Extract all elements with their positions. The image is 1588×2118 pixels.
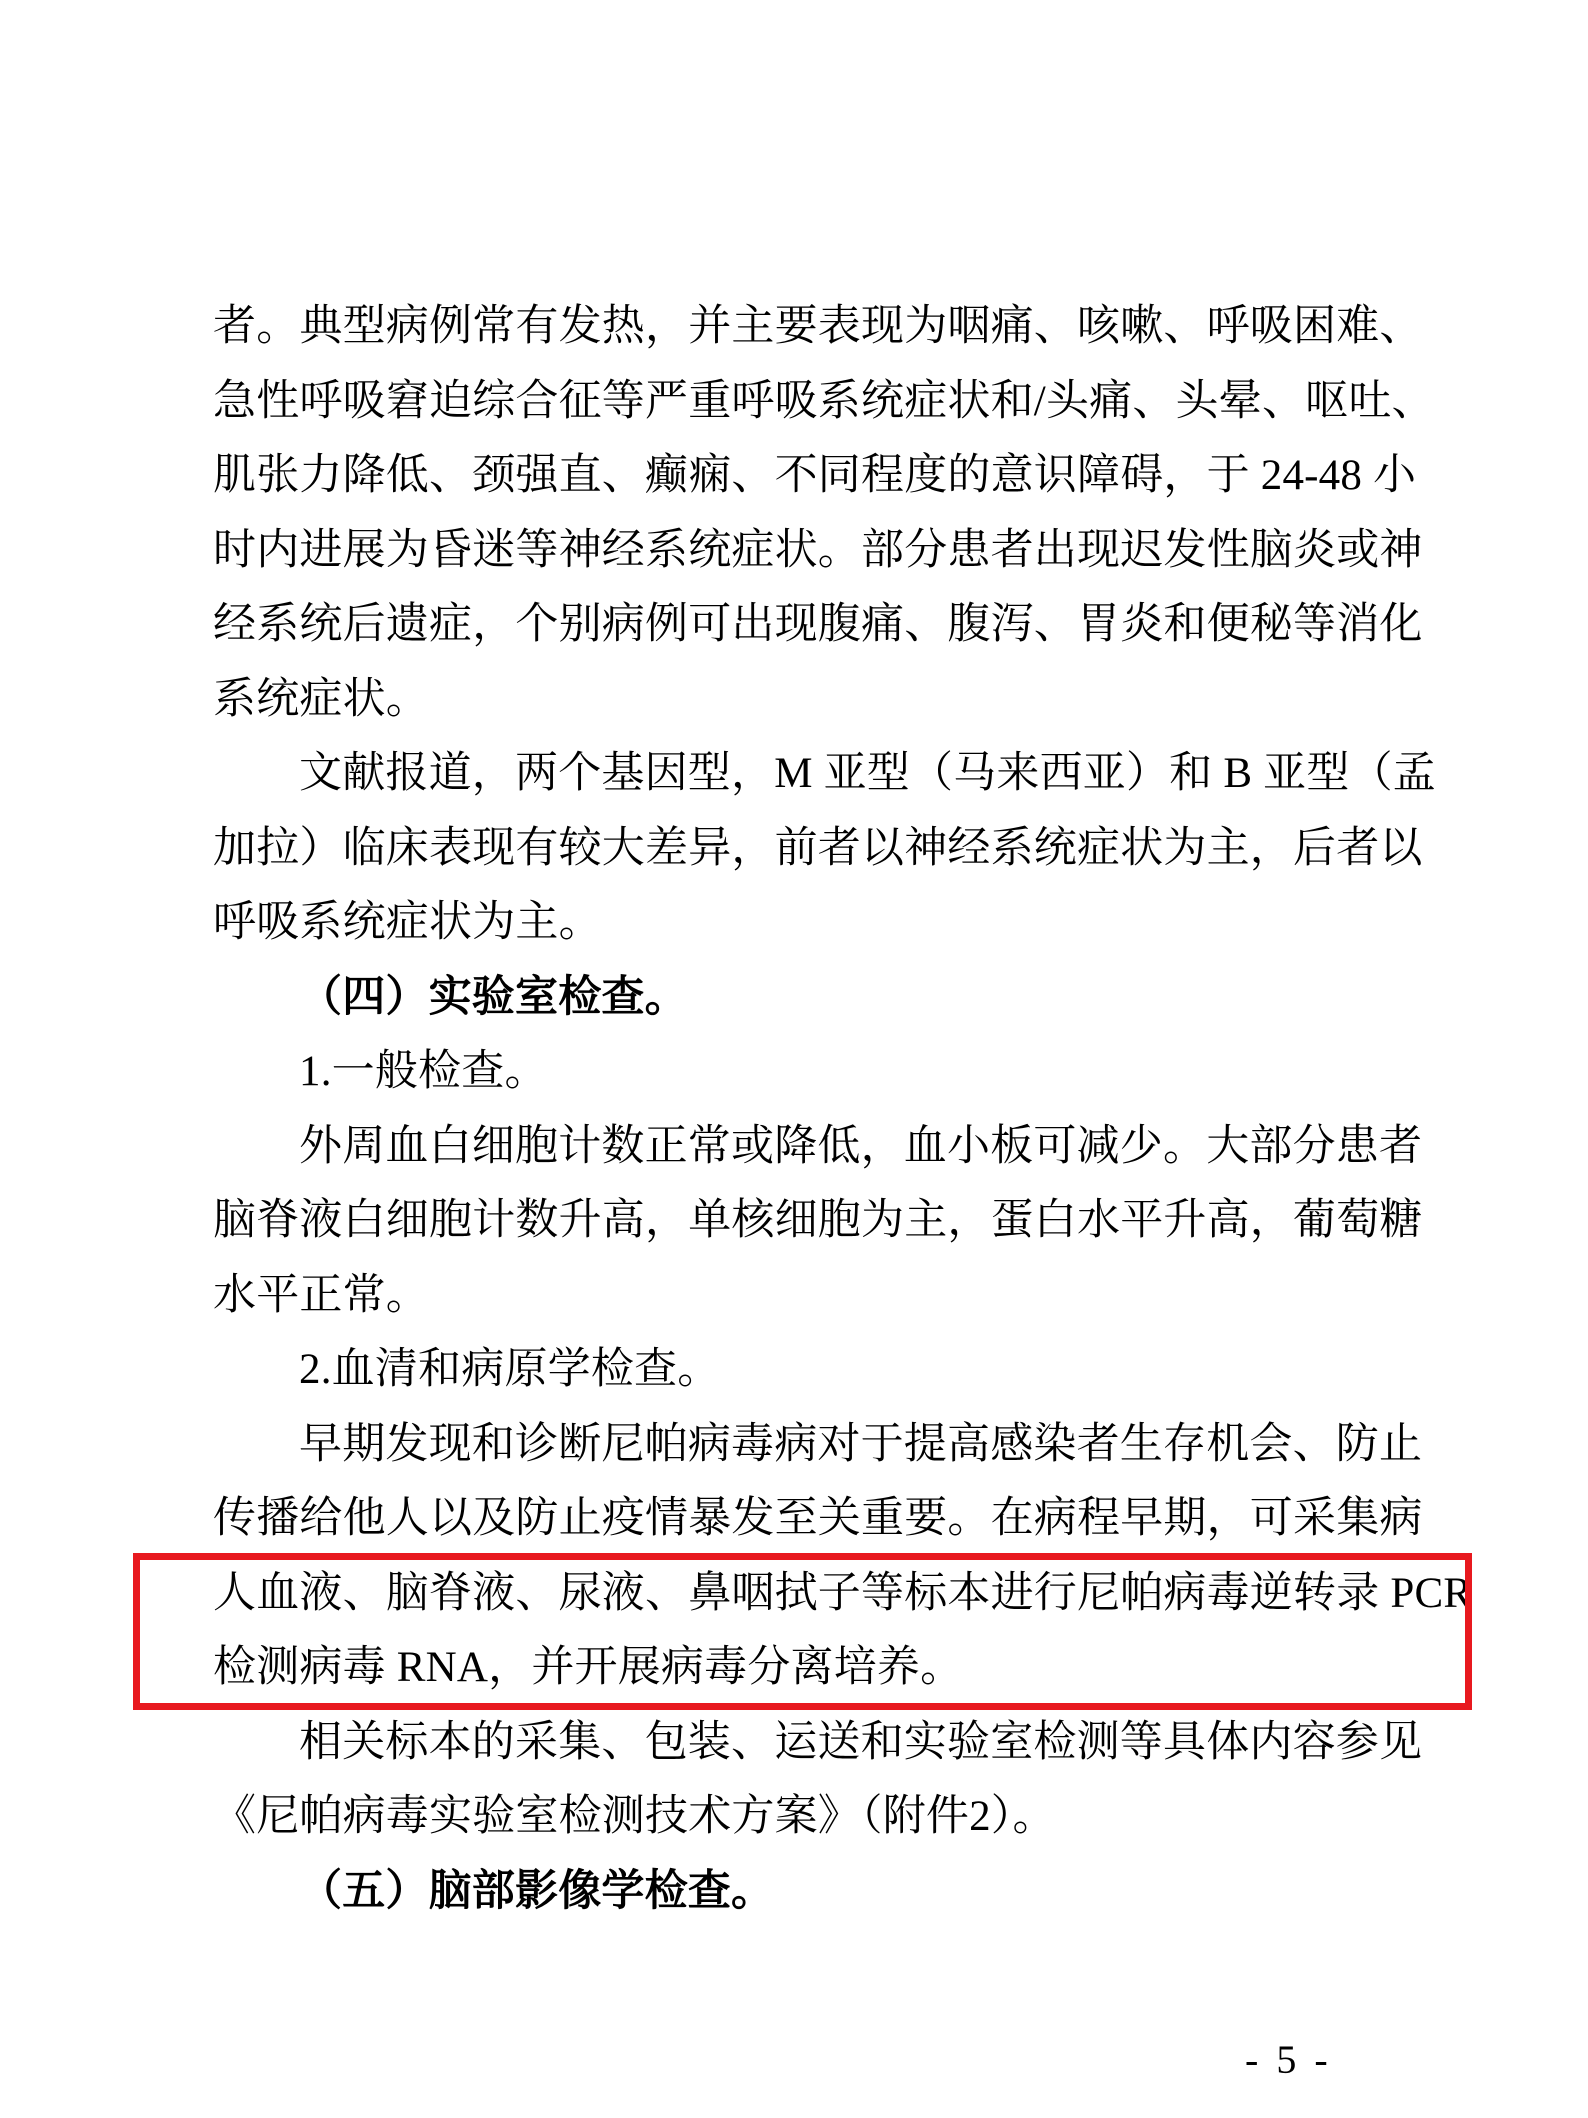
text-line: 传播给他人以及防止疫情暴发至关重要。在病程早期，可采集病 [213, 1495, 1423, 1542]
text-line: 系统症状。 [213, 675, 429, 723]
text-line: （五）脑部影像学检查。 [299, 1867, 775, 1915]
text-line: 经系统后遗症，个别病例可出现腹痛、腹泻、胃炎和便秘等消化 [213, 601, 1423, 648]
page-number: - 5 - [1245, 2037, 1332, 2082]
text-line: 早期发现和诊断尼帕病毒病对于提高感染者生存机会、防止 [299, 1420, 1423, 1468]
text-line: 呼吸系统症状为主。 [213, 899, 602, 946]
text-line: 时内进展为昏迷等神经系统症状。部分患者出现迟发性脑炎或神 [213, 526, 1423, 574]
highlight-box [133, 1553, 1472, 1710]
text-line: 肌张力降低、颈强直、癫痫、不同程度的意识障碍，于 24-48 小 [213, 452, 1417, 499]
text-line: 《尼帕病毒实验室检测技术方案》（附件2）。 [213, 1793, 1056, 1840]
text-line: 者。典型病例常有发热，并主要表现为咽痛、咳嗽、呼吸困难、 [213, 303, 1423, 350]
text-line: 2.血清和病原学检查。 [299, 1346, 721, 1393]
text-line: 1.一般检查。 [299, 1048, 548, 1095]
text-line: 检测病毒 RNA，并开展病毒分离培养。 [213, 1644, 964, 1691]
text-line: 急性呼吸窘迫综合征等严重呼吸系统症状和/头痛、头晕、呕吐、 [213, 377, 1435, 425]
text-line: （四）实验室检查。 [299, 973, 688, 1021]
text-line: 相关标本的采集、包装、运送和实验室检测等具体内容参见 [299, 1718, 1423, 1766]
text-line: 外周血白细胞计数正常或降低，血小板可减少。大部分患者 [299, 1122, 1423, 1170]
text-line: 脑脊液白细胞计数升高，单核细胞为主，蛋白水平升高，葡萄糖 [213, 1197, 1423, 1244]
text-line: 人血液、脑脊液、尿液、鼻咽拭子等标本进行尼帕病毒逆转录 PCR [213, 1569, 1473, 1617]
text-line: 水平正常。 [213, 1271, 429, 1319]
text-line: 加拉）临床表现有较大差异，前者以神经系统症状为主，后者以 [213, 824, 1423, 872]
text-line: 文献报道，两个基因型，M 亚型（马来西亚）和 B 亚型（孟 [299, 750, 1436, 797]
